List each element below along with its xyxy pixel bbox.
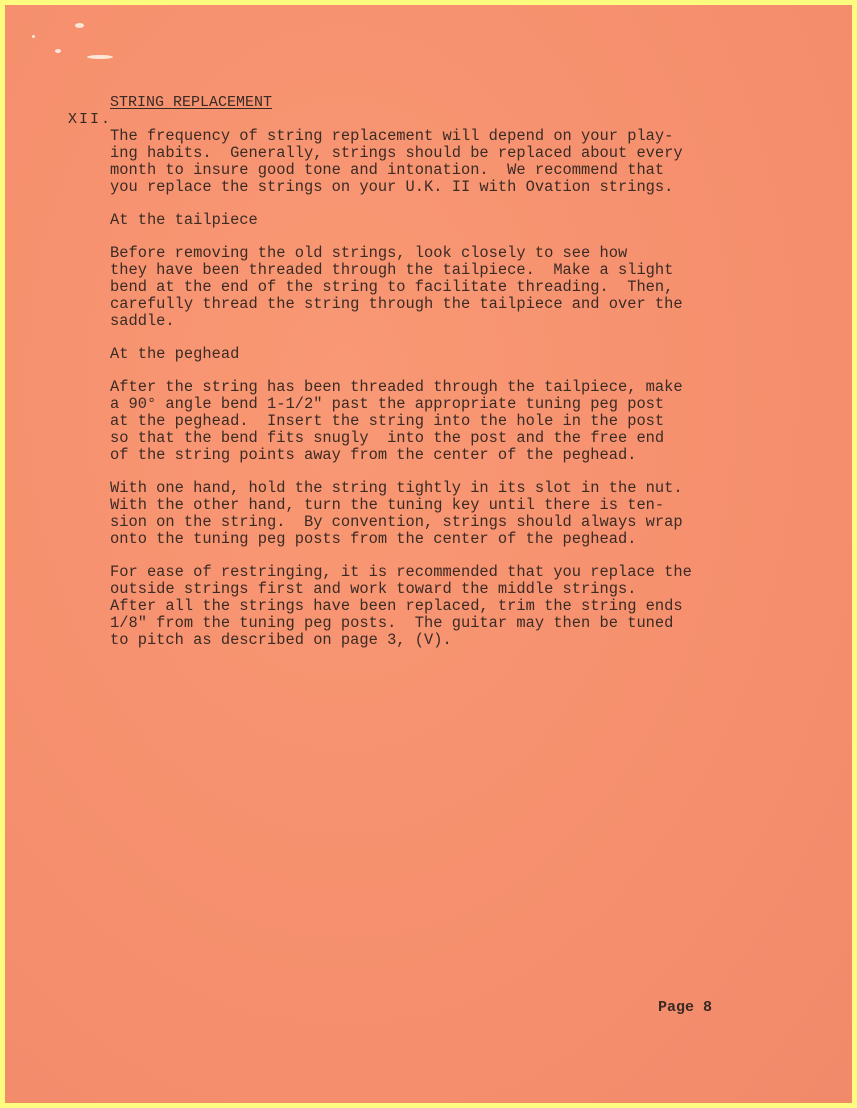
paper-blemish (55, 49, 61, 53)
section-number: XII. (68, 111, 113, 128)
text-line: carefully thread the string through the tailpiece and over the (110, 295, 683, 313)
paragraph (110, 564, 760, 649)
text-line: onto the tuning peg posts from the center of the peghead. (110, 530, 637, 548)
text-line: With the other hand, turn the tuning key until there is ten- (110, 496, 665, 514)
text-line: With one hand, hold the string tightly in its slot in the nut. (110, 479, 683, 497)
text-line: The frequency of string replacement will depend on your play- (110, 127, 674, 145)
text-line: so that the bend fits snugly into the post and the free end (110, 429, 665, 447)
text-line: of the string points away from the center of the peghead. (110, 446, 637, 464)
text-line: Before removing the old strings, look closely to see how (110, 244, 628, 262)
text-line: For ease of restringing, it is recommended that you replace the (110, 563, 692, 581)
text-line: to pitch as described on page 3, (V). (110, 631, 452, 649)
paragraph (110, 245, 760, 330)
text-line: at the peghead. Insert the string into the hole in the post (110, 412, 665, 430)
text-line: 1/8" from the tuning peg posts. The guitar may then be tuned (110, 614, 674, 632)
text-line: a 90° angle bend 1-1/2" past the appropriate tuning peg post (110, 395, 665, 413)
text-line: ing habits. Generally, strings should be replaced about every (110, 144, 683, 162)
paragraph (110, 128, 760, 196)
section-title: STRING REPLACEMENT (110, 94, 273, 111)
paragraph (110, 480, 760, 548)
paragraph (110, 379, 760, 464)
text-line: After the string has been threaded through the tailpiece, make (110, 378, 683, 396)
text-line: At the tailpiece (110, 211, 258, 229)
text-line: sion on the string. By convention, strings should always wrap (110, 513, 683, 531)
subheading (110, 346, 760, 363)
body-text (110, 128, 760, 665)
subheading (110, 212, 760, 229)
page-number: Page 8 (658, 999, 713, 1016)
text-line: outside strings first and work toward the middle strings. (110, 580, 637, 598)
section-heading (50, 94, 273, 145)
paper-blemish (87, 55, 113, 59)
text-line: saddle. (110, 312, 175, 330)
text-line: you replace the strings on your U.K. II with Ovation strings. (110, 178, 674, 196)
paper-blemish (32, 35, 35, 38)
text-line: month to insure good tone and intonation. We recommend that (110, 161, 665, 179)
text-line: bend at the end of the string to facilitate threading. Then, (110, 278, 674, 296)
text-line: they have been threaded through the tailpiece. Make a slight (110, 261, 674, 279)
paper-blemish (75, 23, 84, 28)
text-line: After all the strings have been replaced, trim the string ends (110, 597, 683, 615)
text-line: At the peghead (110, 345, 240, 363)
